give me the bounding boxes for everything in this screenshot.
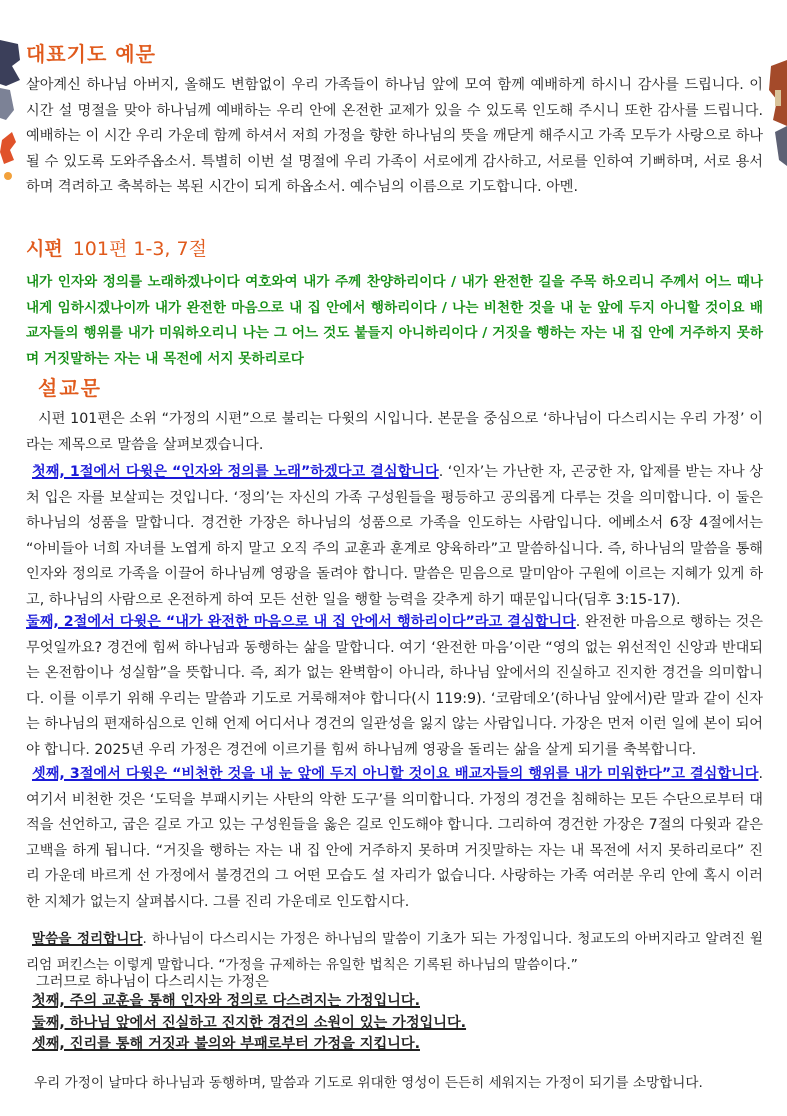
right-edge-illustration (761, 0, 787, 190)
left-edge-illustration (0, 0, 26, 200)
summary-points (32, 991, 466, 1056)
psalm-heading (26, 234, 207, 261)
psalm-reference: 101편 1-3, 7절 (72, 238, 207, 260)
psalm-text: 내가 인자와 정의를 노래하겠나이다 여호와여 내가 주께 찬양하리이다 / 내가 완전한 길을 주목 하오리니 주께서 어느 때나 내게 임하시겠나이까 내가 완전한 마음으로 내 집 안에서 행하리이다 / 나는 비천한 것을 내 눈 앞에 두지 아니할 것이요 배교자들의 행위를 내가 미워하오리니 나는 그 어느 것도 붙들지 아니하리이다 / 거짓을 행하는 자는 내 집 안에 거주하지 못하며 거짓말하는 자는 내 목전에 서지 못하리로다 (26, 274, 763, 367)
third-point-body: . 여기서 비천한 것은 ‘도덕을 부패시키는 사탄의 악한 도구’를 의미합니다. 가정의 경건을 침해하는 모든 수단으로부터 대적을 선언하고, 굽은 길로 가고 있는 구성원들을 옳은 길로 인도해야 합니다. 그리하여 경건한 가장은 7절의 다윗과 같은 고백을 하게 됩니다. “거짓을 행하는 자는 내 집 안에 거주하지 못하며 거짓말하는 자는 내 목전에 서지 못하리로다” 진리 가운데 바르게 선 가정에서 불경건의 그 어떤 모습도 설 자리가 없습니다. 사랑하는 가족 여러분 우리 안에 혹시 이러한 지체가 없는지 살펴봅시다. 그를 진리 가운데로 인도합시다. (26, 766, 763, 910)
sermon-point-first (26, 460, 763, 614)
summary-highlight: 말씀을 정리합니다 (32, 931, 143, 947)
third-point-highlight: 셋째, 3절에서 다윗은 “비천한 것을 내 눈 앞에 두지 아니할 것이요 배교자들의 행위를 내가 미워한다”고 결심합니다 (32, 766, 759, 782)
first-point-body: . ‘인자’는 가난한 자, 곤궁한 자, 압제를 받는 자나 상처 입은 자를 보살피는 것입니다. ‘정의’는 자신의 가족 구성원들을 평등하고 공의롭게 다루는 것을 의미합니다. 이 둘은 하나님의 성품을 말합니다. 경건한 가장은 하나님의 성품으로 가족을 인도하는 사람입니다. 에베소서 6장 4절에서는 “아비들아 너희 자녀를 노엽게 하지 말고 오직 주의 교훈과 훈계로 양육하라”고 말씀하십니다. 즉, 하나님의 말씀을 통해 인자와 정의로 가족을 이끌어 하나님께 영광을 돌려야 합니다. 말씀은 믿음으로 말미암아 구원에 이르는 지혜가 있게 하고, 하나님의 사람으로 온전하게 하여 모든 선한 일을 행할 능력을 갖추게 하기 때문입니다(딤후 3:15-17). (26, 464, 763, 608)
summary-point: 둘째, 하나님 앞에서 진실하고 진지한 경건의 소원이 있는 가정입니다. (32, 1014, 467, 1031)
prayer-text: 살아계신 하나님 아버지, 올해도 변함없이 우리 가족들이 하나님 앞에 모여 함께 예배하게 하시니 감사를 드립니다. 이 시간 설 명절을 맞아 하나님께 예배하는 우리 안에 온전한 교제가 있을 수 있도록 인도해 주시니 또한 감사를 드립니다. 예배하는 이 시간 우리 가운데 함께 하셔서 저희 가정을 향한 하나님의 뜻을 깨닫게 해주시고 가족 모두가 사랑으로 하나될 수 있도록 도와주옵소서. 특별히 이번 설 명절에 우리 가족이 서로에게 감사하고, 서로를 인하여 기뻐하며, 서로 용서하며 격려하고 축복하는 복된 시간이 되게 하옵소서. 예수님의 이름으로 기도합니다. 아멘. (26, 77, 763, 196)
sermon-point-second (26, 610, 763, 764)
sermon-point-third (26, 762, 763, 916)
psalm-label: 시편 (26, 238, 63, 260)
summary-point: 첫째, 주의 교훈을 통해 인자와 정의로 다스려지는 가정입니다. (32, 993, 420, 1009)
sermon-heading: 설교문 (38, 376, 102, 400)
prayer-heading: 대표기도 예문 (26, 42, 156, 66)
summary-point: 셋째, 진리를 통해 거짓과 불의와 부패로부터 가정을 지킵니다. (32, 1036, 420, 1052)
summary-body: . 하나님이 다스리시는 가정은 하나님의 말씀이 기초가 되는 가정입니다. 청교도의 아버지라고 알려진 윌리엄 퍼킨스는 이렇게 말합니다. “가정을 규제하는 유일한 법칙은 기록된 하나님의 말씀이다.” (26, 931, 763, 973)
closing-sentence: 우리 가정이 날마다 하나님과 동행하며, 말씀과 기도로 위대한 영성이 든든히 세워지는 가정이 되기를 소망합니다. (34, 1075, 703, 1091)
second-point-highlight: 둘째, 2절에서 다윗은 “내가 완전한 마음으로 내 집 안에서 행하리이다”라고 결심합니다 (26, 614, 576, 630)
first-point-highlight: 첫째, 1절에서 다윗은 “인자와 정의를 노래”하겠다고 결심합니다 (32, 464, 439, 480)
sermon-intro: 시편 101편은 소위 “가정의 시편”으로 불리는 다윗의 시입니다. 본문을 중심으로 ‘하나님이 다스리시는 우리 가정’ 이라는 제목으로 말씀을 살펴보겠습니다. (26, 411, 763, 453)
summary-lead: 그러므로 하나님이 다스리시는 가정은 (36, 974, 269, 990)
second-point-body: . 완전한 마음으로 행하는 것은 무엇일까요? 경건에 힘써 하나님과 동행하는 삶을 말합니다. 여기 ‘완전한 마음’이란 “영의 없는 위선적인 신앙과 반대되는 온전함이나 성실함”을 뜻합니다. 즉, 죄가 없는 완벽함이 아니라, 하나님 앞에서의 진실하고 진지한 경건을 의미합니다. 이를 이루기 위해 우리는 말씀과 기도로 거룩해져야 합니다(시 119:9). ‘코람데오’(하나님 앞에서)란 말과 같이 신자는 하나님의 편재하심으로 인해 언제 어디서나 경건의 일관성을 잃지 않는 사람입니다. 가장은 먼저 이런 일에 본이 되어야 합니다. 2025년 우리 가정은 경건에 이르기를 힘써 하나님께 영광을 돌리는 삶을 살게 되기를 축복합니다. (26, 614, 764, 758)
